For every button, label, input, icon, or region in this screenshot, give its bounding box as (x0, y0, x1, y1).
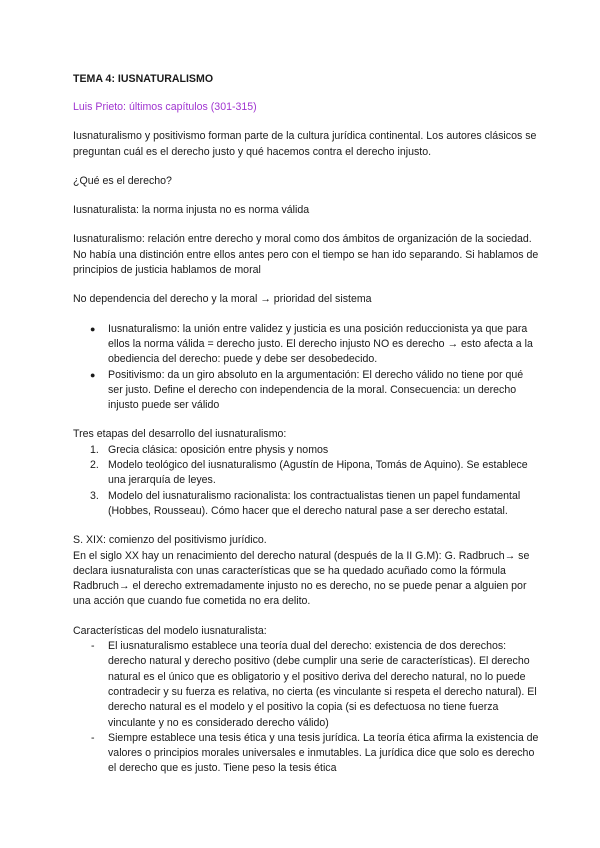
list-number: 1. (90, 443, 99, 456)
list-number: 2. (90, 459, 99, 472)
etapas-list (73, 443, 540, 519)
page-title: TEMA 4: IUSNATURALISMO (73, 73, 214, 85)
caracteristicas-heading: Características del modelo iusnaturalista: (73, 624, 267, 637)
no-dependencia-paragraph: No dependencia del derecho y la moral → prioridad del sistema (73, 293, 372, 306)
list-item (73, 322, 540, 368)
sxx-paragraph: En el siglo XX hay un renacimiento del derecho natural (después de la II G.M): G. Radbruch→ se declara iusnaturalista con unas características que se ha quedado acuñado como la fórmula Radbruch→ el derecho extremadamente injusto no es derecho, no se puede penar a alguien por una acción que cuando fue cometida no era delito. (73, 549, 530, 608)
bullet-icon: ● (90, 323, 96, 334)
list-item-text: Grecia clásica: oposición entre physis y nomos (108, 443, 329, 456)
bullet-icon: ● (90, 369, 96, 380)
etapas-heading: Tres etapas del desarrollo del iusnaturalismo: (73, 428, 287, 441)
list-item (73, 731, 540, 777)
sxix-paragraph: S. XIX: comienzo del positivismo jurídico. (73, 534, 267, 547)
list-item (73, 489, 540, 520)
list-item-text: Iusnaturalismo: la unión entre validez y justicia es una posición reduccionista ya que para ellos la norma válida = derecho justo. El derecho injusto NO es derecho → esto afecta a la obediencia del derecho: puede y debe ser desobedecido. (108, 322, 533, 366)
iusnaturalista-definition: Iusnaturalista: la norma injusta no es norma válida (73, 204, 310, 217)
list-number: 3. (90, 489, 99, 502)
page-subtitle: Luis Prieto: últimos capítulos (301-315) (73, 101, 257, 113)
bullet-list (73, 322, 540, 414)
list-item-text: Positivismo: da un giro absoluto en la argumentación: El derecho válido no tiene por qué ser justo. Define el derecho con independencia de la moral. Consecuencia: un derecho injusto puede ser válido (108, 368, 524, 412)
dash-icon: - (91, 731, 95, 744)
list-item-text: El iusnaturalismo establece una teoría dual del derecho: existencia de dos derechos: derecho natural y derecho positivo (debe cumplir una serie de características). El derecho natural es el único que es obligatorio y el positivo deriva del derecho natural, no lo puede contradecir y su fuerza es relativa, no cierta (es vinculante si respeta el derecho natural). El derecho natural es el modelo y el positivo la copia (si es defectuosa no tiene fuerza vinculante y no es considerado derecho válido) (108, 640, 537, 729)
list-item (73, 368, 540, 414)
dash-icon: - (91, 640, 95, 653)
caracteristicas-list (73, 639, 540, 777)
list-item (73, 458, 540, 489)
list-item-text: Siempre establece una tesis ética y una tesis jurídica. La teoría ética afirma la existencia de valores o principios morales universales e inmutables. La jurídica dice que solo es derecho el derecho que es justo. Tiene peso la tesis ética (108, 731, 539, 775)
list-item-text: Modelo del iusnaturalismo racionalista: los contractualistas tienen un papel fundamental (Hobbes, Rousseau). Cómo hacer que el derecho natural pase a ser derecho estatal. (108, 489, 521, 517)
intro-paragraph: Iusnaturalismo y positivismo forman parte de la cultura jurídica continental. Los autores clásicos se preguntan cuál es el derecho justo y qué hacemos contra el derecho injusto. (73, 130, 537, 158)
question-paragraph: ¿Qué es el derecho? (73, 174, 172, 187)
list-item (73, 639, 540, 731)
iusnaturalismo-definition: Iusnaturalismo: relación entre derecho y moral como dos ámbitos de organización de la sociedad. No había una distinción entre ellos antes pero con el tiempo se han ido separando. Si hablamos de principios de justicia hablamos de moral (73, 233, 539, 277)
list-item-text: Modelo teológico del iusnaturalismo (Agustín de Hipona, Tomás de Aquino). Se establece una jerarquía de leyes. (108, 459, 528, 487)
list-item (73, 443, 540, 458)
